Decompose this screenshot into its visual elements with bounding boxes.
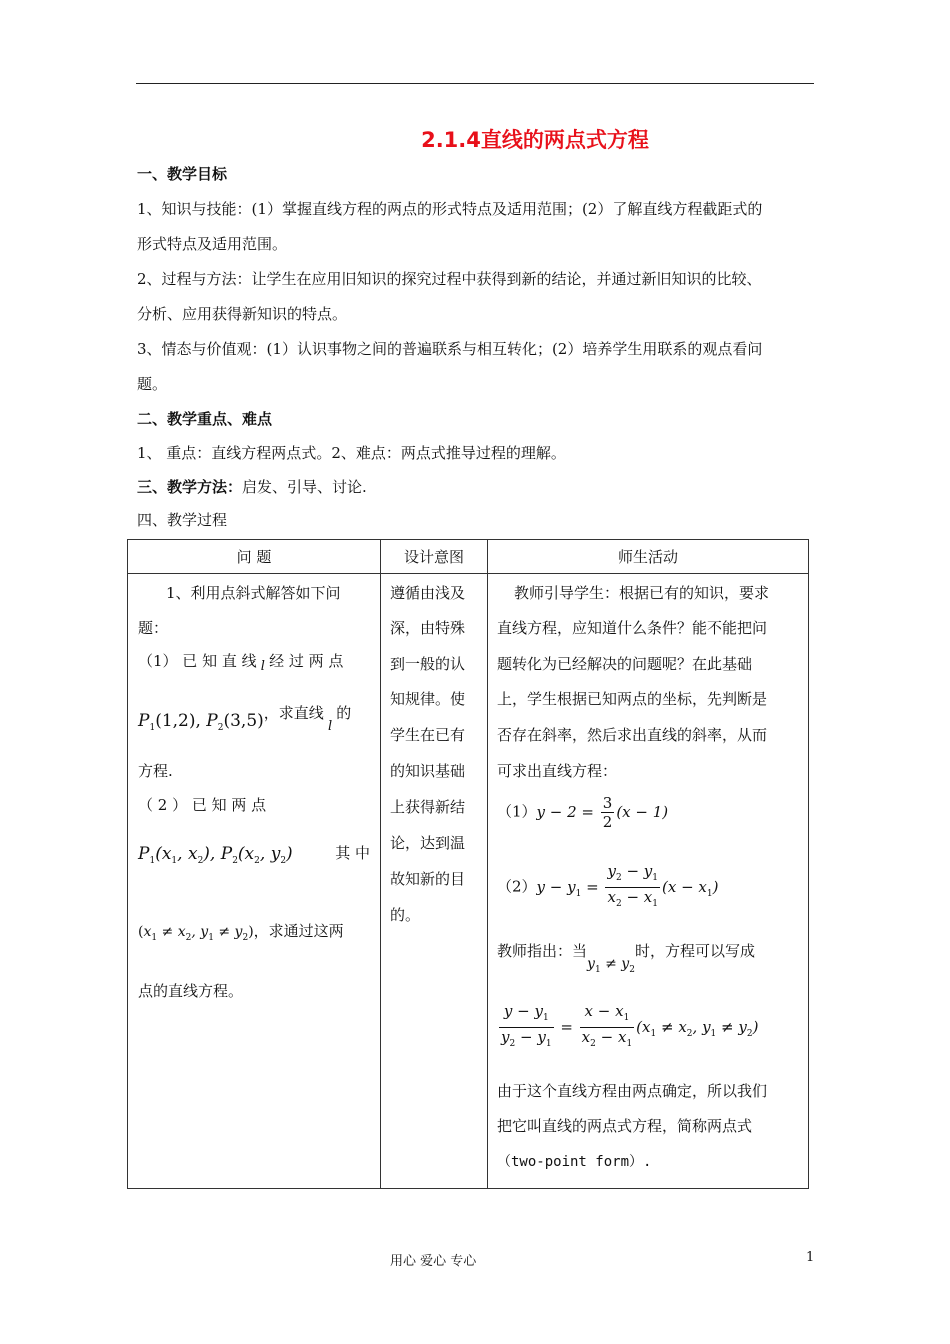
activity-line-10: （two-point form）. (497, 1154, 652, 1170)
points-formula: $P_1(1,2)$, $P_2(3,5)$ (138, 711, 264, 733)
equation-1: （1）y − 2 = $\frac{3}{2}$ (x − 1) (497, 794, 669, 831)
header-rule (136, 83, 814, 84)
intent-line: 故知新的目 (390, 870, 466, 888)
intent-line: 学生在已有 (390, 726, 466, 744)
q-line-7: $P_1(x_1$, $x_2$), $P_2(x_2$, $y_2$) 其 中 (138, 844, 370, 866)
objective-line-2: 形式特点及适用范围。 (137, 235, 288, 253)
activity-line-3: 题转化为已经解决的问题呢？在此基础 (497, 655, 753, 673)
activity-line-4: 上，学生根据已知两点的坐标，先判断是 (497, 690, 768, 708)
teaching-process-table (127, 539, 809, 1189)
intent-line: 知规律。使 (390, 690, 466, 708)
intent-line: 遵循由浅及 (390, 584, 466, 602)
section-2-heading: 二、教学重点、难点 (137, 410, 273, 428)
intent-line: 的知识基础 (390, 762, 466, 780)
activity-line-2: 直线方程，应知道什么条件？能不能把问 (497, 619, 768, 637)
activity-line-5: 否存在斜率，然后求出直线的斜率，从而 (497, 726, 768, 744)
header-question: 问 题 (128, 540, 381, 574)
q-line-9: 点的直线方程。 (138, 982, 244, 1000)
objective-line-5: 3、情态与价值观：(1）认识事物之间的普遍联系与相互转化；(2）培养学生用联系的观点看问 (137, 340, 763, 358)
footer-motto: 用心 爱心 专心 (390, 1254, 477, 1269)
activity-line-1: 教师引导学生：根据已有的知识，要求 (514, 584, 770, 602)
intent-line: 到一般的认 (390, 655, 466, 673)
method-text: 启发、引导、讨论. (242, 478, 367, 496)
header-design-intent: 设计意图 (381, 540, 488, 574)
design-intent-cell (381, 574, 487, 1188)
header-activity: 师生活动 (488, 540, 809, 574)
condition-formula: ($x_1 \ne x_2$, $y_1 \ne y_2$) (138, 924, 254, 943)
page-title: 2.1.4直线的两点式方程 (421, 128, 649, 152)
section-4-heading: 四、教学过程 (137, 511, 228, 529)
activity-cell (488, 574, 808, 1188)
keypoints-line: 1、 重点：直线方程两点式。2、难点：两点式推导过程的理解。 (137, 444, 566, 462)
q-line-4: $P_1(1,2)$, $P_2(3,5)$，求直线 l 的 (138, 704, 352, 734)
objective-line-3: 2、过程与方法：让学生在应用旧知识的探究过程中获得到新的结论，并通过新旧知识的比较、 (137, 270, 762, 288)
section-3-line (137, 476, 367, 497)
intent-line: 论，达到温 (390, 834, 466, 852)
objective-line-4: 分析、应用获得新知识的特点。 (137, 305, 348, 323)
activity-line-9: 把它叫直线的两点式方程，简称两点式 (497, 1117, 753, 1135)
question-cell (128, 574, 380, 1188)
intent-line: 深，由特殊 (390, 619, 466, 637)
page-number: 1 (806, 1250, 815, 1265)
section-3-heading: 三、教学方法： (137, 478, 243, 496)
intent-line: 的。 (390, 906, 421, 924)
two-point-equation: $\frac{y - y_1}{y_2 - y_1}$ = $\frac{x - x_1}{x_2 - x_1}$ ($x_1 \ne x_2$, $y_1 \ne y_2$) (501, 1002, 759, 1049)
q-line-2: 题： (138, 619, 169, 637)
q-line-1: 1、利用点斜式解答如下问 (166, 584, 341, 602)
q-line-6: （ 2 ） 已 知 两 点 (138, 796, 267, 814)
q-line-8: ($x_1 \ne x_2$, $y_1 \ne y_2$)，求通过这两 (138, 922, 344, 943)
q-line-5: 方程. (138, 762, 173, 780)
activity-line-7: 教师指出：当$y_1 \ne y_2$时，方程可以写成 (497, 942, 755, 975)
general-points-formula: $P_1(x_1$, $x_2$), $P_2(x_2$, $y_2$) (138, 844, 293, 866)
activity-line-6: 可求出直线方程： (497, 762, 618, 780)
objective-line-6: 题。 (137, 375, 168, 393)
activity-line-8: 由于这个直线方程由两点确定，所以我们 (497, 1082, 768, 1100)
intent-line: 上获得新结 (390, 798, 466, 816)
objective-line-1: 1、知识与技能：(1）掌握直线方程的两点的形式特点及适用范围；(2）了解直线方程截距式的 (137, 200, 763, 218)
q-line-3: （1） 已 知 直 线 l 经 过 两 点 (138, 652, 344, 674)
equation-2: $(2)y - y_1$ = $\frac{y_2 - y_1}{x_2 - x_1}$ $(x - x_1)$ (497, 862, 719, 909)
section-1-heading: 一、教学目标 (137, 165, 228, 183)
